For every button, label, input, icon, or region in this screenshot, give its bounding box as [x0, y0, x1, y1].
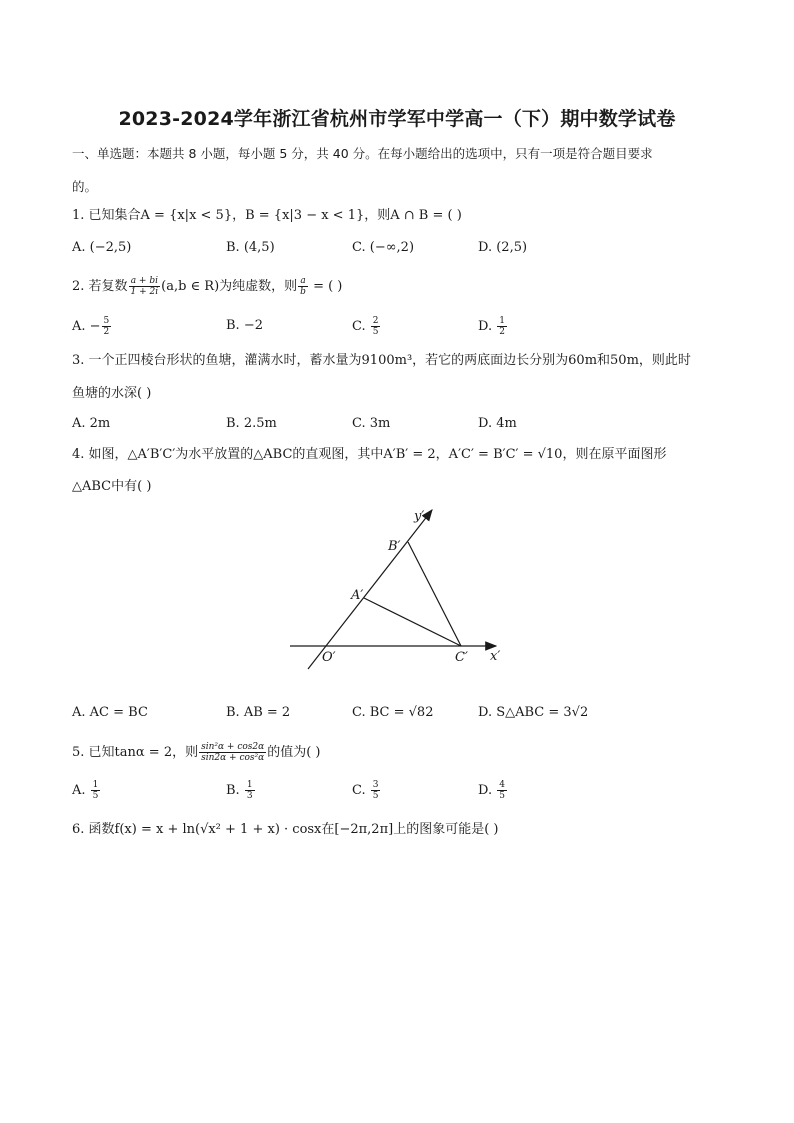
q2-option-c: C. $\frac{2}{5}$: [352, 316, 379, 337]
edge-b-c: [408, 542, 461, 646]
origin-label: O′: [322, 650, 336, 665]
question-6-stem: 6. 函数f(x) = x + ln(√x² + 1 + x) · cosx在[−2π,2π]上的图象可能是( ): [72, 822, 499, 837]
q2-frac1-den: 1 + 2i: [130, 287, 159, 297]
x-axis-label: x′: [490, 649, 501, 664]
q5-frac-den: sin2α + cos²α: [201, 753, 265, 763]
q1-option-c: C. (−∞,2): [352, 240, 415, 255]
q4-option-d: D. S△ABC = 3√2: [478, 705, 589, 720]
q2-fraction-2: [298, 276, 308, 297]
q2-stem-post: = ( ): [308, 279, 343, 294]
y-axis-label: y′: [414, 509, 425, 524]
q5-option-b: B. $\frac{1}{3}$: [226, 780, 253, 801]
section-heading: 一、单选题：本题共 8 小题，每小题 5 分，共 40 分。在每小题给出的选项中，只有一项是符合题目要求: [72, 146, 653, 161]
q2-option-b: B. −2: [226, 318, 263, 333]
q3-option-c: C. 3m: [352, 416, 391, 431]
y-axis: [308, 510, 432, 669]
q2-option-d: D. $\frac{1}{2}$: [478, 316, 505, 337]
point-c-label: C′: [455, 650, 468, 665]
question-1-stem: 1. 已知集合A = {x|x < 5}，B = {x|3 − x < 1}，则A ∩ B = ( ): [72, 208, 462, 223]
q4-option-a: A. AC = BC: [72, 705, 148, 720]
point-b-label: B′: [388, 539, 401, 554]
q5-stem-post: 的值为( ): [267, 745, 321, 760]
q5-option-c: C. $\frac{3}{5}$: [352, 780, 379, 801]
q4-option-c: C. BC = √82: [352, 705, 434, 720]
q2-option-a: A. − $\frac{5}{2}$: [72, 316, 110, 337]
section-heading-cont: 的。: [72, 179, 98, 194]
question-4-stem: 4. 如图，△A′B′C′为水平放置的△ABC的直观图，其中A′B′ = 2，A′C′ = B′C′ = √10，则在原平面图形: [72, 447, 667, 462]
question-2-stem: [72, 276, 342, 297]
q2-frac2-num: a: [298, 276, 308, 287]
point-a-label: A′: [351, 588, 364, 603]
edge-a-c: [364, 598, 461, 646]
q5-fraction: [199, 742, 266, 763]
q2-frac2-den: b: [300, 287, 306, 297]
q3-option-a: A. 2m: [72, 416, 111, 431]
exam-title: 2023-2024学年浙江省杭州市学军中学高一（下）期中数学试卷: [118, 108, 676, 130]
question-3-stem: 3. 一个正四棱台形状的鱼塘，灌满水时，蓄水量为9100m³，若它的两底面边长分别为60m和50m，则此时: [72, 353, 691, 368]
q3-option-d: D. 4m: [478, 416, 517, 431]
q5-option-a: A. $\frac{1}{5}$: [72, 780, 99, 801]
q4-option-b: B. AB = 2: [226, 705, 291, 720]
q1-option-b: B. (4,5): [226, 240, 275, 255]
oblique-projection-figure: [280, 500, 520, 672]
q5-frac-num: sin²α + cos2α: [201, 742, 265, 752]
q5-stem-pre: 5. 已知tanα = 2，则: [72, 745, 199, 760]
q3-option-b: B. 2.5m: [226, 416, 277, 431]
q1-option-a: A. (−2,5): [72, 240, 132, 255]
question-3-stem-cont: 鱼塘的水深( ): [72, 386, 152, 401]
question-5-stem: [72, 742, 321, 763]
q2-stem-pre: 2. 若复数: [72, 279, 128, 294]
q1-option-d: D. (2,5): [478, 240, 528, 255]
q5-option-d: D. $\frac{4}{5}$: [478, 780, 505, 801]
question-4-stem-cont: △ABC中有( ): [72, 479, 152, 494]
q2-frac1-num: a + bi: [129, 276, 161, 287]
q2-stem-mid: (a,b ∈ R)为纯虚数，则: [161, 279, 298, 294]
q2-fraction-1: [129, 276, 161, 297]
